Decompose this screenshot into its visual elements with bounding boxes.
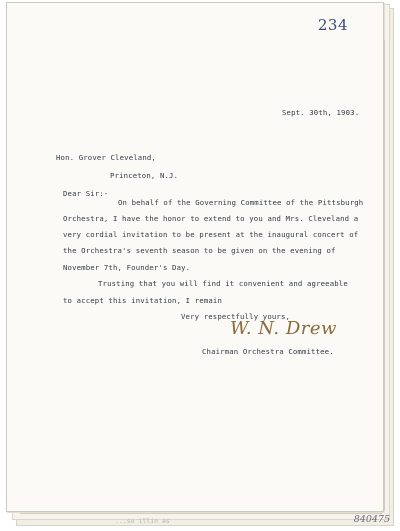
addressee-name: Hon. Grover Cleveland, bbox=[56, 153, 156, 162]
body-line: Orchestra, I have the honor to extend to you and Mrs. Cleveland a bbox=[63, 214, 359, 223]
signer-title: Chairman Orchestra Committee. bbox=[202, 347, 334, 356]
letter-date: Sept. 30th, 1903. bbox=[282, 108, 360, 117]
body-line: to accept this invitation, I remain bbox=[63, 296, 223, 305]
archive-stamp: 840475 bbox=[353, 514, 390, 525]
paper-edge bbox=[20, 513, 382, 514]
salutation: Dear Sir:- bbox=[63, 189, 109, 198]
body-line: the Orchestra's seventh season to be given on the evening of bbox=[63, 246, 336, 255]
folio-number: 234 bbox=[317, 16, 348, 34]
paper-edge bbox=[384, 40, 385, 510]
body-line: November 7th, Founder's Day. bbox=[63, 263, 191, 272]
body-line: very cordial invitation to be present at the inaugural concert of bbox=[63, 230, 359, 239]
body-line: On behalf of the Governing Committee of the Pittsburgh bbox=[118, 198, 364, 207]
bleed-through-text: ...so illin as bbox=[115, 517, 170, 525]
letter-sheet bbox=[6, 2, 384, 512]
addressee-place: Princeton, N.J. bbox=[110, 171, 179, 180]
closing: Very respectfully yours, bbox=[181, 312, 291, 321]
handwritten-signature: W. N. Drew bbox=[230, 318, 337, 339]
body-line: Trusting that you will find it convenient and agreeable bbox=[98, 279, 348, 288]
